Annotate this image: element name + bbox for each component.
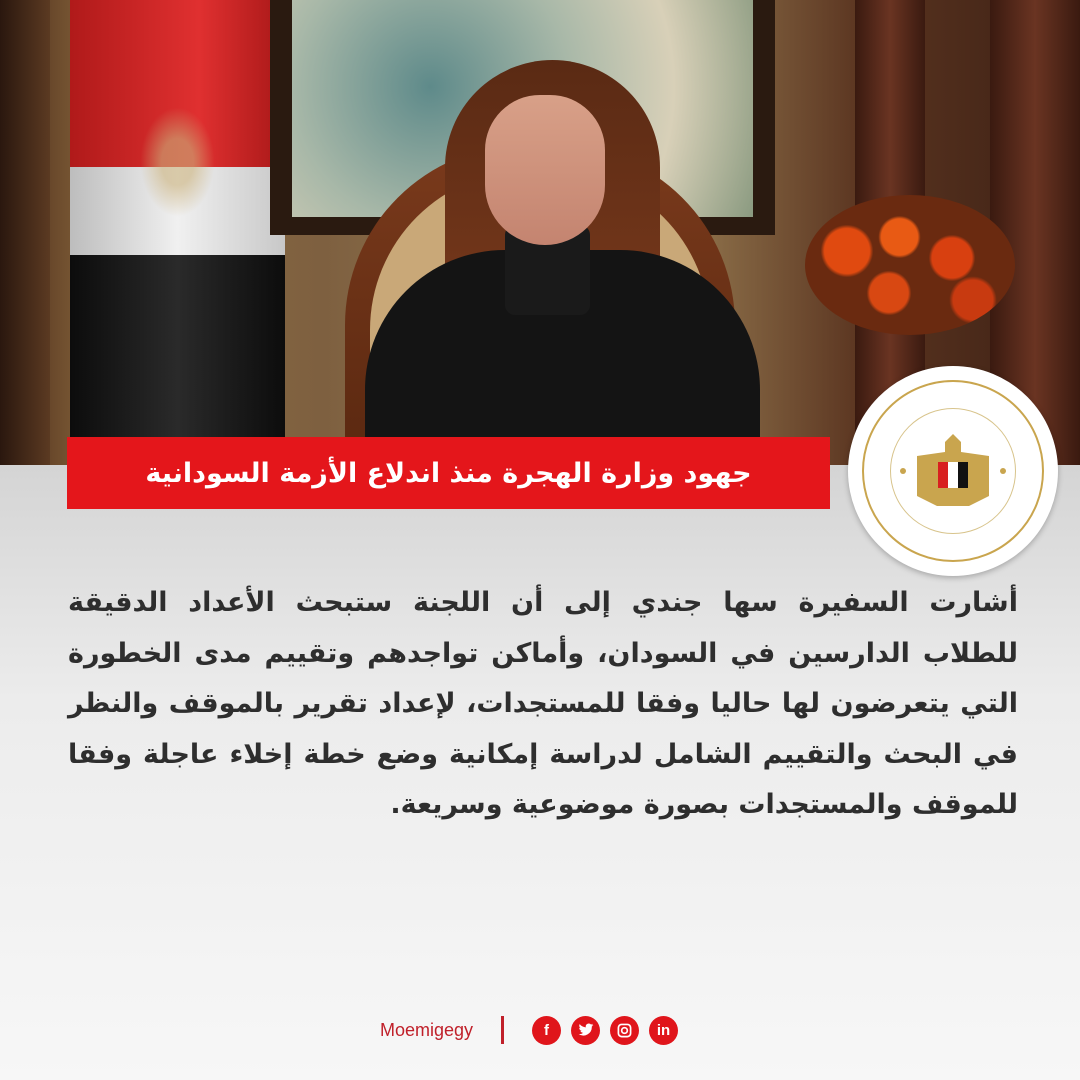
body-paragraph: أشارت السفيرة سها جندي إلى أن اللجنة ستبحث الأعداد الدقيقة للطلاب الدارسين في السودان، وأماكن تواجدهم وتقييم مدى الخطورة التي يتعرضون لها حاليا وفقا للمستجدات، لإعداد تقرير بالموقف والنظر في البحث والتقييم الشامل لدراسة إمكانية وضع خطة إخلاء عاجلة وفقا للموقف والمستجدات بصورة موضوعية وسريعة. (68, 587, 1018, 820)
wood-panel (0, 0, 50, 465)
ministry-logo (848, 366, 1058, 576)
linkedin-icon[interactable]: in (649, 1016, 678, 1045)
flower-vase (805, 195, 1015, 335)
egypt-flag (70, 0, 285, 440)
facebook-icon[interactable]: f (532, 1016, 561, 1045)
eagle-emblem-icon (848, 366, 1058, 576)
divider (501, 1016, 504, 1044)
person-face (485, 95, 605, 245)
social-handle[interactable]: Moemigegy (380, 1019, 474, 1040)
headline-banner (67, 437, 830, 509)
twitter-icon[interactable] (571, 1016, 600, 1045)
headline-text: جهود وزارة الهجرة منذ اندلاع الأزمة السودانية (145, 457, 752, 489)
footer (380, 1010, 688, 1050)
instagram-icon[interactable] (610, 1016, 639, 1045)
